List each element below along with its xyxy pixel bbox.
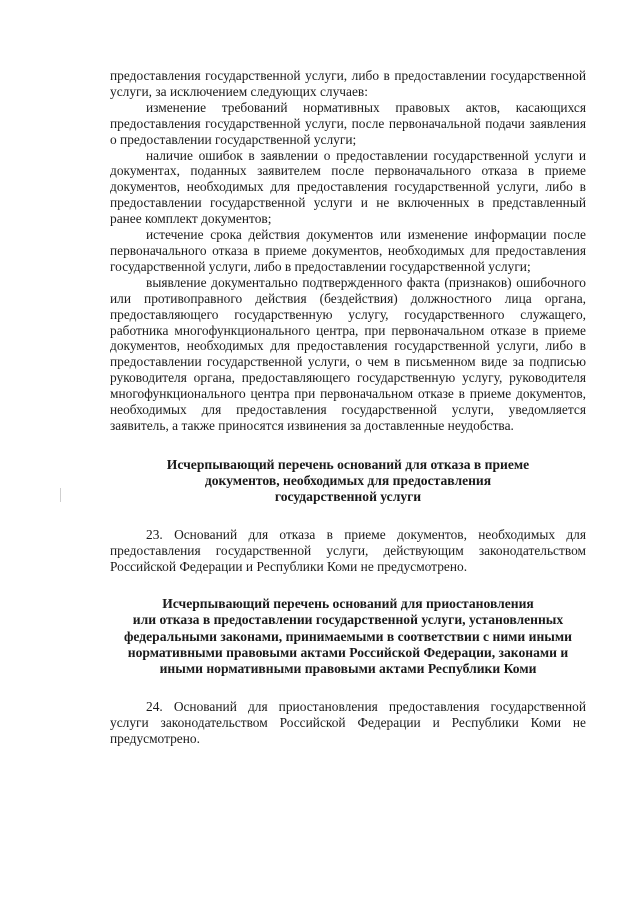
heading-line: нормативными правовыми актами Российской Федерации, законами и bbox=[127, 644, 569, 660]
heading-line: документов, необходимых для предоставления bbox=[204, 473, 492, 489]
paragraph-exception-2: наличие ошибок в заявлении о предоставлении государственной услуги и документах, поданных заявителем после первоначального отказа в приеме документов, необходимых для предоставления государственной услуги, либо в предоставлении государственной услуги и не включенных в представленный ранее комплект документов; bbox=[110, 147, 586, 227]
heading-line: федеральными законами, принимаемыми в соответствии с ними иными bbox=[123, 628, 573, 644]
heading-line: или отказа в предоставлении государственной услуги, установленных bbox=[132, 612, 564, 628]
section-heading-refusal-grounds bbox=[110, 457, 586, 506]
paragraph-23: 23. Оснований для отказа в приеме документов, необходимых для предоставления государственной услуги, действующим законодательством Российской Федерации и Республики Коми не предусмотрено. bbox=[110, 527, 586, 575]
heading-line: государственной услуги bbox=[274, 489, 422, 505]
paragraph-24: 24. Оснований для приостановления предоставления государственной услуги законодательством Российской Федерации и Республики Коми не предусмотрено. bbox=[110, 699, 586, 746]
heading-line: иными нормативными правовыми актами Республики Коми bbox=[159, 660, 537, 676]
paragraph-exception-3: истечение срока действия документов или изменение информации после первоначального отказа в приеме документов, необходимых для предоставления государственной услуги, либо в предоставлении государственной услуги; bbox=[110, 227, 586, 274]
paragraph-exception-1: изменение требований нормативных правовых актов, касающихся предоставления государственной услуги, после первоначальной подачи заявления о предоставлении государственной услуги; bbox=[110, 99, 586, 147]
paragraph-continuation: предоставления государственной услуги, либо в предоставлении государственной услуги, за исключением следующих случаев: bbox=[110, 68, 586, 99]
document-body bbox=[110, 68, 586, 747]
heading-line: Исчерпывающий перечень оснований для приостановления bbox=[162, 596, 534, 612]
section-heading-suspension-grounds bbox=[110, 596, 586, 677]
margin-mark bbox=[60, 488, 61, 502]
paragraph-exception-4: выявление документально подтвержденного факта (признаков) ошибочного или противоправного действия (бездействия) должностного лица органа, предоставляющего государственную услугу, государственного служащего, работника многофункционального центра, при первоначальном отказе в приеме документов, необходимых для предоставления государственной услуги, либо в предоставлении государственной услуги, о чем в письменном виде за подписью руководителя органа, предоставляющего государственную услугу, руководителя многофункционального центра при первоначальном отказе в приеме документов, необходимых для предоставления государственной услуги, уведомляется заявитель, а также приносятся извинения за доставленные неудобства. bbox=[110, 274, 586, 433]
heading-line: Исчерпывающий перечень оснований для отказа в приеме bbox=[166, 456, 530, 472]
